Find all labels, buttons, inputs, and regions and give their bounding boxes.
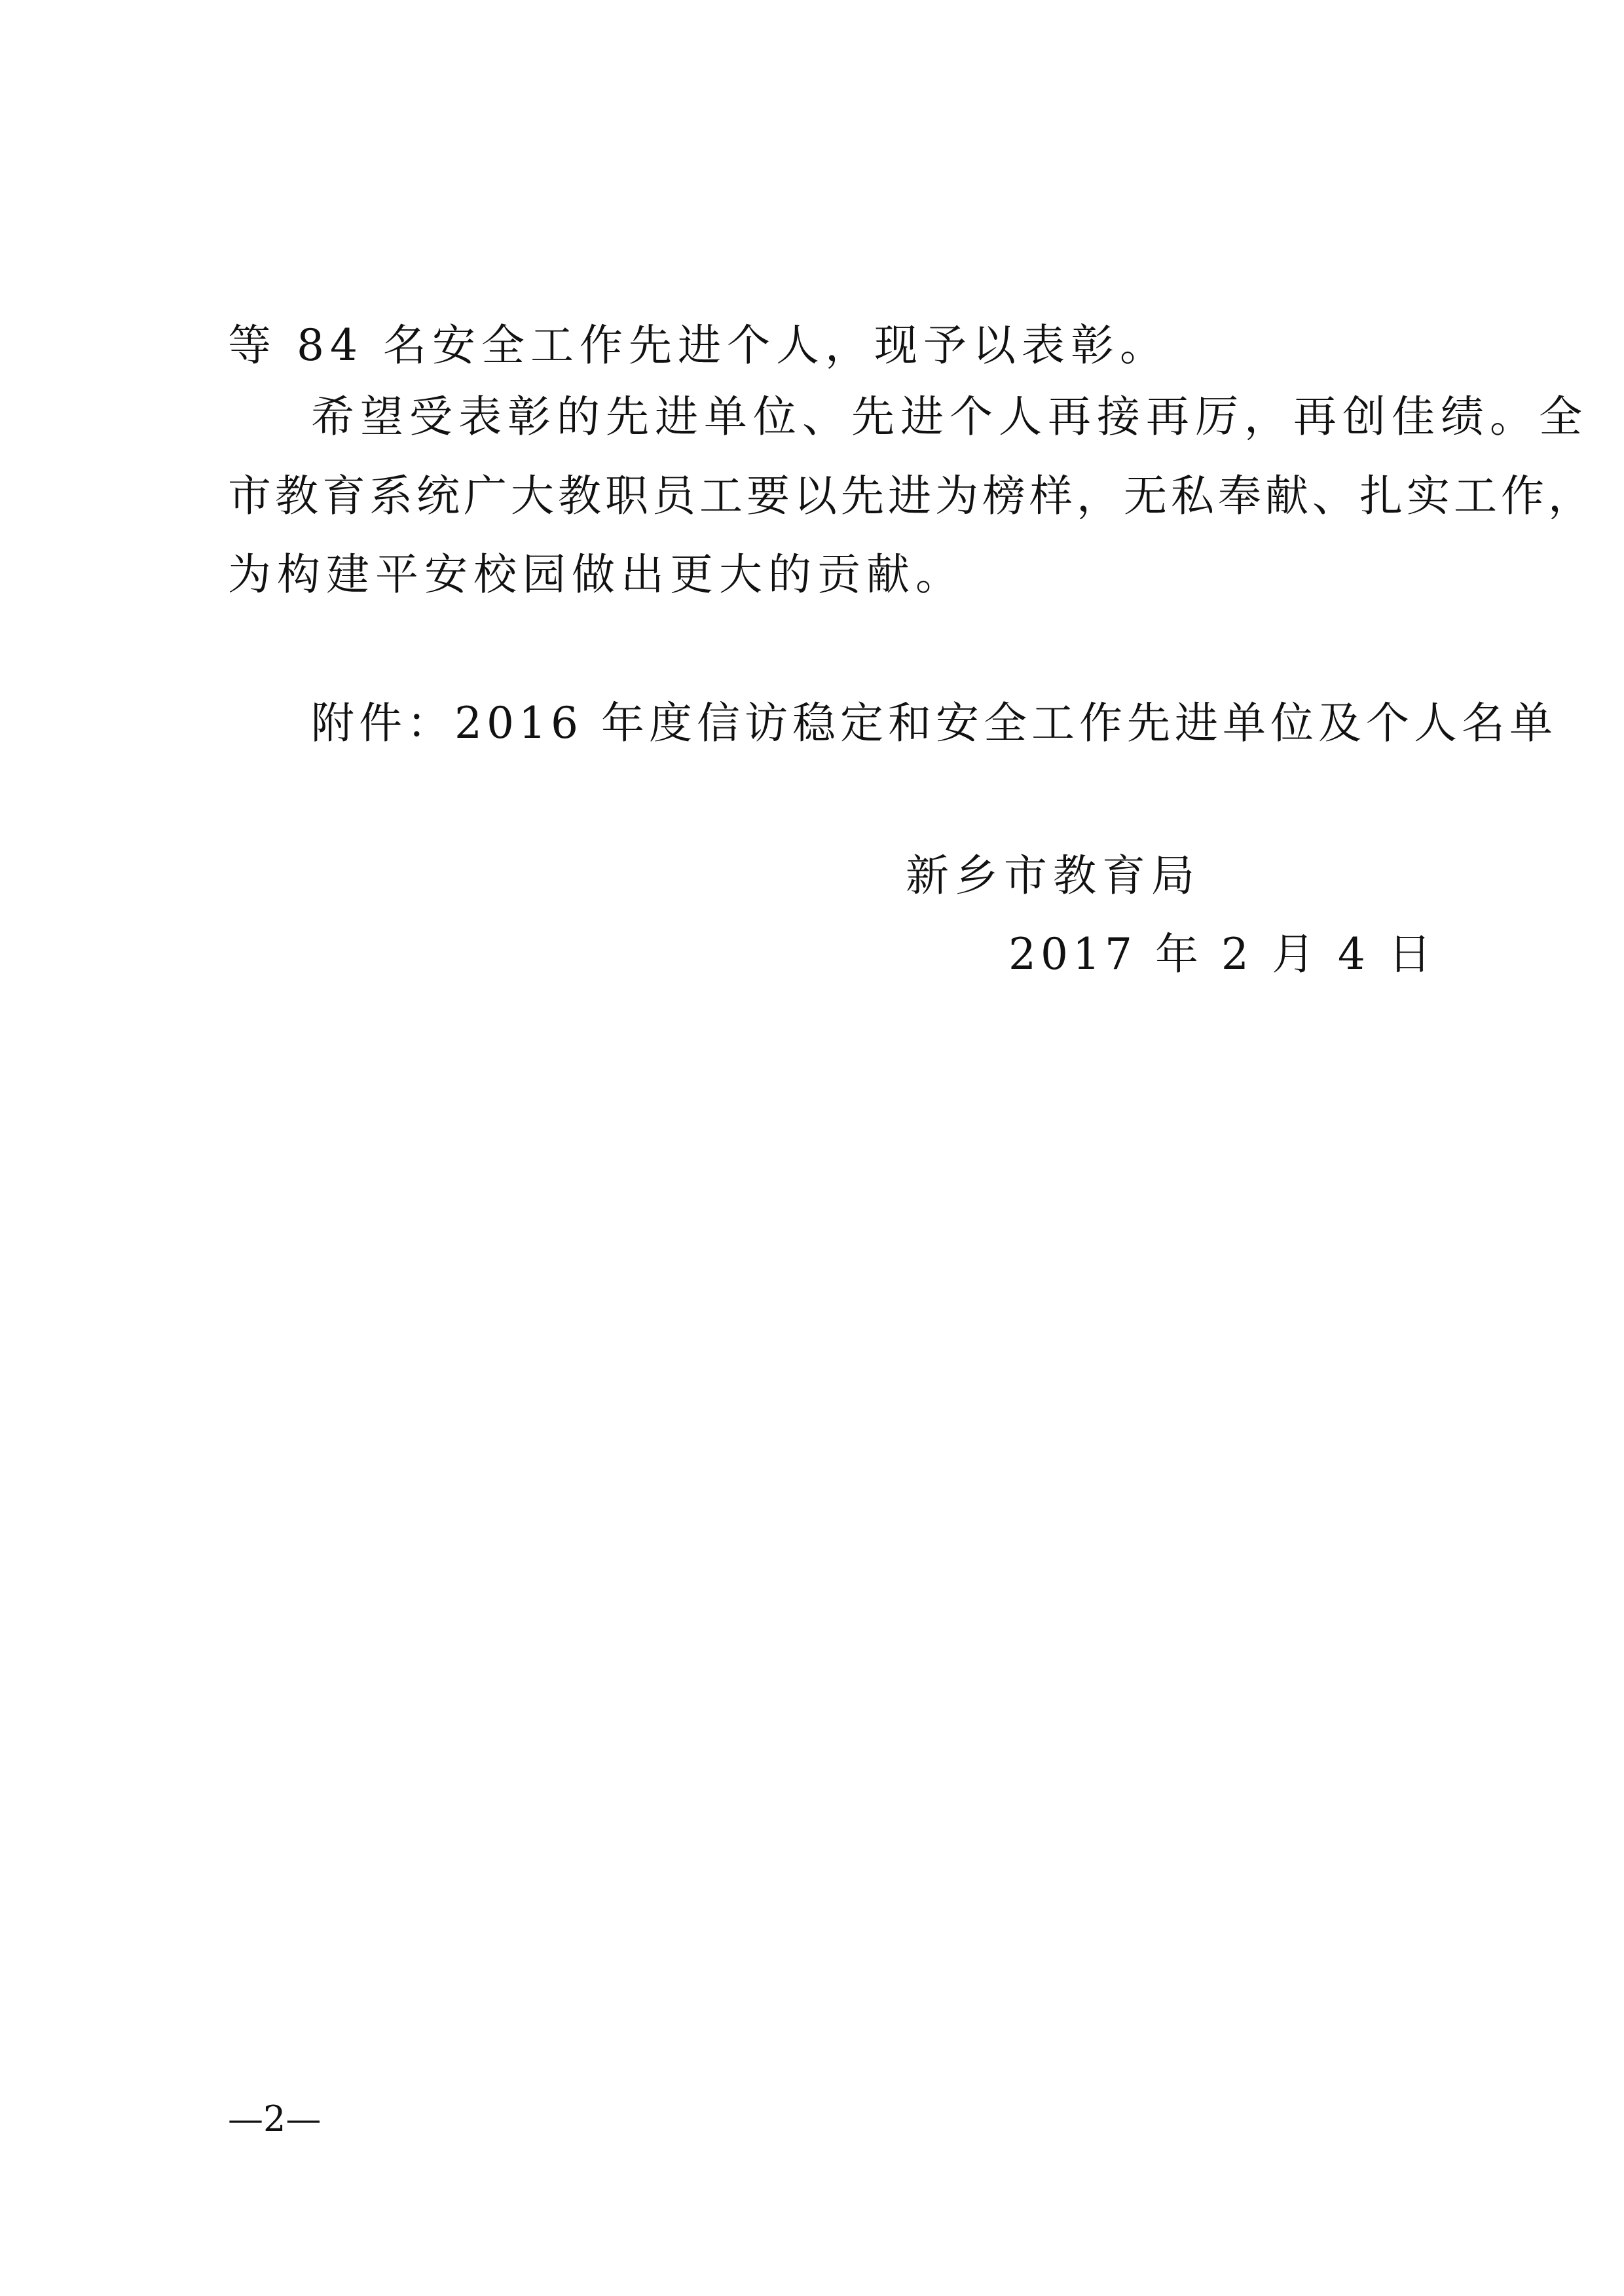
issue-date: 2017 年 2 月 4 日 — [1008, 929, 1436, 979]
body-line-1: 等 84 名安全工作先进个人，现予以表彰。 — [228, 320, 1169, 371]
attachment-line: 附件：2016 年度信访稳定和安全工作先进单位及个人名单 — [311, 698, 1557, 748]
body-line-3: 市教育系统广大教职员工要以先进为榜样，无私奉献、扎实工作， — [228, 471, 1595, 521]
body-line-2: 希望受表彰的先进单位、先进个人再接再厉，再创佳绩。全 — [311, 392, 1588, 442]
body-line-4: 为构建平安校园做出更大的贡献。 — [228, 549, 965, 600]
page-number: —2— — [228, 2098, 322, 2140]
issuer-name: 新乡市教育局 — [906, 850, 1200, 901]
